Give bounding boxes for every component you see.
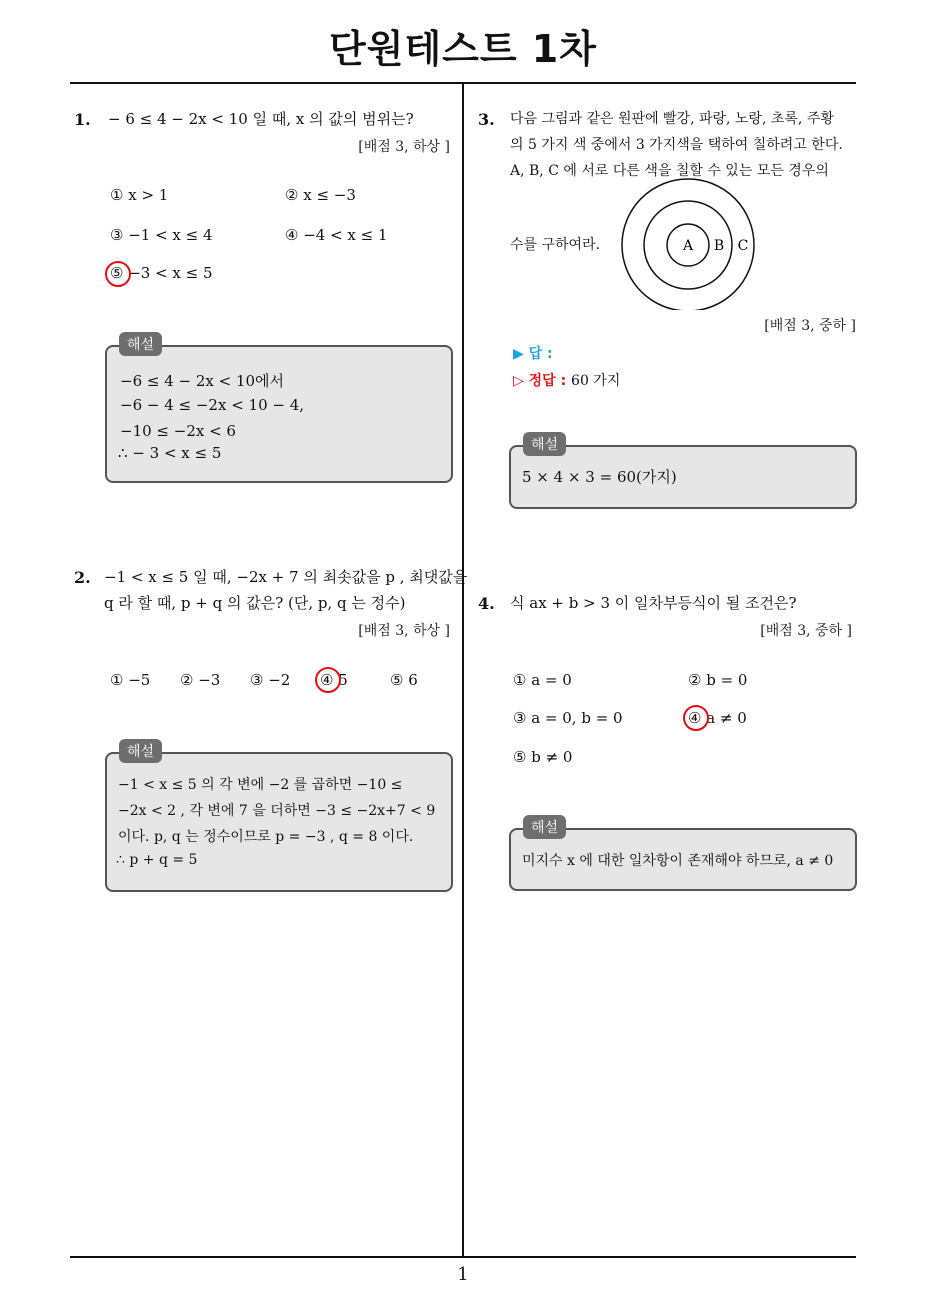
q2-exp-line-4: ∴ p + q = 5 [116,852,198,868]
q2-explanation-tag: 해설 [119,739,162,763]
q2-meta: [배점 3, 하상 ] [358,623,450,639]
q3-text-line-3: A, B, C 에 서로 다른 색을 칠할 수 있는 모든 경우의 [510,163,829,179]
q4-meta: [배점 3, 중하 ] [760,623,852,639]
q3-answer-label: ▶ 답 : [513,346,553,362]
column-divider [462,83,464,1257]
q2-text-line-2: q 라 할 때, p + q 의 값은? (단, p, q 는 정수) [104,594,406,612]
q1-exp-line-3: −10 ≤ −2x < 6 [120,422,236,440]
q4-text: 식 ax + b > 3 이 일차부등식이 될 조건은? [510,594,797,612]
q2-answer-mark [315,667,341,693]
q4-exp-line-1: 미지수 x 에 대한 일차항이 존재해야 하므로, a ≠ 0 [522,853,834,869]
q3-correct-label [513,370,620,390]
label-a: A [682,238,694,254]
page-number: 1 [457,1264,469,1285]
page-title: 단원테스트 1차 [329,27,597,71]
q3-text-line-1: 다음 그림과 같은 원판에 빨강, 파랑, 노랑, 초록, 주황 [510,111,834,127]
q1-option-3[interactable]: ③ −1 < x ≤ 4 [110,226,213,244]
q4-option-5[interactable]: ⑤ b ≠ 0 [513,748,573,766]
q2-option-2[interactable]: ② −3 [180,671,221,689]
q3-text-line-4: 수를 구하여라. [510,237,601,253]
q1-exp-line-4: ∴ − 3 < x ≤ 5 [118,444,222,462]
q4-option-1[interactable]: ① a = 0 [513,671,572,689]
q3-explanation-tag: 해설 [523,432,566,456]
q3-target-diagram [620,170,760,310]
q1-option-4[interactable]: ④ −4 < x ≤ 1 [285,226,388,244]
label-b: B [713,238,725,254]
q2-explanation-box [105,752,453,892]
q2-exp-line-3: 이다. p, q 는 정수이므로 p = −3 , q = 8 이다. [118,829,414,845]
q4-explanation-tag: 해설 [523,815,566,839]
q4-answer-mark [683,705,709,731]
q3-text-line-2: 의 5 가지 색 중에서 3 가지색을 택하여 칠하려고 한다. [510,137,843,153]
q4-option-2[interactable]: ② b = 0 [688,671,748,689]
q3-correct-prefix: ▷ 정답 : [513,373,567,389]
q1-meta: [배점 3, 하상 ] [358,139,450,155]
q1-text: − 6 ≤ 4 − 2x < 10 일 때, x 의 값의 범위는? [108,110,414,128]
q2-option-3[interactable]: ③ −2 [250,671,291,689]
q3-number: 3. [478,110,495,129]
q2-exp-line-1: −1 < x ≤ 5 의 각 변에 −2 를 곱하면 −10 ≤ [118,777,403,793]
q4-option-3[interactable]: ③ a = 0, b = 0 [513,709,623,727]
q2-option-5[interactable]: ⑤ 6 [390,671,418,689]
q1-exp-line-1: −6 ≤ 4 − 2x < 10에서 [120,372,285,390]
q1-option-5[interactable]: ⑤ −3 < x ≤ 5 [110,264,213,282]
label-c: C [737,238,749,254]
q2-number: 2. [74,568,91,587]
q1-number: 1. [74,110,91,129]
q2-text-line-1: −1 < x ≤ 5 일 때, −2x + 7 의 최솟값을 p , 최댓값을 [104,568,468,586]
q1-option-1[interactable]: ① x > 1 [110,186,169,204]
bottom-rule [70,1256,856,1258]
q2-option-1[interactable]: ① −5 [110,671,151,689]
q4-option-4[interactable]: ④ a ≠ 0 [688,709,747,727]
q2-option-4[interactable]: ④ 5 [320,671,348,689]
q1-exp-line-2: −6 − 4 ≤ −2x < 10 − 4, [120,396,305,414]
q1-answer-mark [105,261,131,287]
q1-explanation-box [105,345,453,483]
q1-option-2[interactable]: ② x ≤ −3 [285,186,356,204]
q2-exp-line-2: −2x < 2 , 각 변에 7 을 더하면 −3 ≤ −2x+7 < 9 [118,803,436,819]
q1-explanation-tag: 해설 [119,332,162,356]
q3-meta: [배점 3, 중하 ] [764,318,856,334]
q3-exp-line-1: 5 × 4 × 3 = 60(가지) [522,468,677,486]
q3-correct-value: 60 가지 [571,373,621,389]
q4-number: 4. [478,594,495,613]
